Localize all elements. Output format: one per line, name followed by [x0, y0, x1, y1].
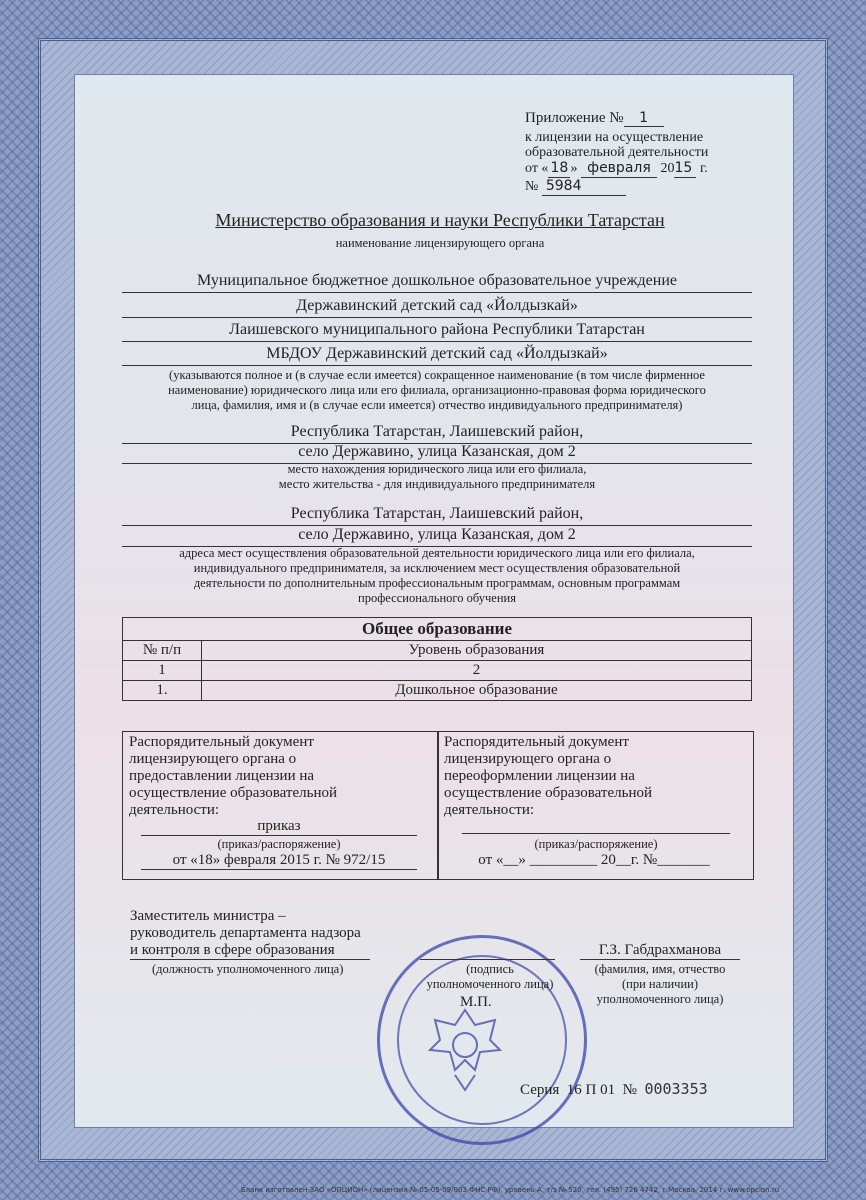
row-level: Дошкольное образование	[202, 681, 752, 701]
location-line1: Республика Татарстан, Лаишевский район,	[122, 423, 752, 444]
location-caption2: место жительства - для индивидуального предпринимателя	[278, 477, 596, 491]
appendix-from: от «	[525, 161, 549, 176]
row-no: 1.	[123, 681, 202, 701]
print-footer: Бланк изготовлен ЗАО «ОПЦИОН» (лицензия № 05-05-09/003 ФНС РФ), уровень А, т/з № 520, тел. (495) 726 4742, г.Москва, 2014 г. www.opcion.ru	[240, 1186, 780, 1194]
serial-no-label: №	[622, 1082, 637, 1098]
doc-left-l5: деятельности:	[129, 802, 220, 818]
position-block	[130, 908, 370, 977]
appendix-year-prefix: 20	[660, 161, 675, 176]
num-col2: 2	[202, 661, 752, 681]
authority-name: Министерство образования и науки Республики Татарстан	[215, 210, 665, 230]
appendix-year: 15	[674, 160, 696, 178]
mp-label: М.П.	[460, 994, 492, 1010]
signature-caption2: уполномоченного лица)	[426, 977, 554, 991]
activity-caption2: индивидуального предпринимателя, за исключением мест осуществления образовательной	[193, 561, 681, 575]
doc-box-right	[437, 731, 754, 880]
org-caption2: наименование) юридического лица или его филиала, организационно-правовая форма юридического	[168, 383, 706, 397]
serial-number: 0003353	[644, 1080, 708, 1098]
org-line4: МБДОУ Державинский детский сад «Йолдызкай»	[122, 345, 752, 366]
serial-series: 16 П 01	[566, 1082, 616, 1098]
signature-line	[420, 958, 555, 960]
location-line2: село Державино, улица Казанская, дом 2	[122, 443, 752, 464]
doc-right-caption: (приказ/распоряжение)	[534, 837, 658, 851]
doc-right-l5: деятельности:	[444, 802, 535, 818]
doc-left-l3: предоставлении лицензии на	[129, 768, 315, 784]
table-row	[123, 681, 752, 701]
position-line3: и контроля в сфере образования	[130, 942, 370, 960]
serial-label: Серия	[520, 1082, 560, 1098]
header-level: Уровень образования	[202, 641, 752, 661]
doc-box-left	[122, 731, 439, 880]
activity-caption1: адреса мест осуществления образовательной деятельности юридического лица или его филиала,	[179, 546, 695, 560]
appendix-line1: к лицензии на осуществление	[525, 130, 704, 145]
signature-caption1: (подпись	[466, 962, 514, 976]
doc-right-l1: Распорядительный документ	[444, 734, 629, 750]
appendix-number: 1	[624, 110, 664, 127]
appendix-month-sep: »	[570, 161, 578, 176]
doc-left-l2: лицензирующего органа о	[129, 751, 297, 767]
appendix-month: февраля	[581, 160, 657, 178]
signer-caption1: (фамилия, имя, отчество	[594, 962, 726, 976]
org-caption1: (указываются полное и (в случае если имеется) сокращенное наименование (в том числе фирменное	[169, 368, 705, 382]
position-caption: (должность уполномоченного лица)	[152, 962, 344, 976]
doc-right-l2: лицензирующего органа о	[444, 751, 612, 767]
org-line1: Муниципальное бюджетное дошкольное образовательное учреждение	[122, 272, 752, 293]
org-caption3: лица, фамилия, имя и (в случае если имеется) отчество индивидуального предпринимателя)	[191, 398, 683, 412]
activity-caption3: деятельности по дополнительным профессиональным программам, основным программам	[193, 576, 681, 590]
education-table	[122, 617, 752, 701]
header-no: № п/п	[123, 641, 202, 661]
signature-caption	[410, 962, 570, 992]
appendix-day: 18	[548, 160, 570, 178]
doc-right-value-line	[462, 832, 730, 834]
appendix-label: Приложение №	[525, 110, 624, 126]
doc-left-l1: Распорядительный документ	[129, 734, 314, 750]
activity-line2: село Державино, улица Казанская, дом 2	[122, 526, 752, 547]
appendix-no-value: 5984	[542, 178, 626, 196]
doc-right-l4: осуществление образовательной	[444, 785, 652, 801]
activity-line1: Республика Татарстан, Лаишевский район,	[122, 505, 752, 526]
doc-left-date: от «18» февраля 2015 г. № 972/15	[141, 852, 417, 870]
signer-name: Г.З. Габдрахманова	[580, 942, 740, 960]
signer-caption3: уполномоченного лица)	[596, 992, 724, 1006]
activity-caption4: профессионального обучения	[358, 591, 516, 605]
doc-left-l4: осуществление образовательной	[129, 785, 337, 801]
num-col1: 1	[123, 661, 202, 681]
location-caption1: место нахождения юридического лица или его филиала,	[287, 462, 587, 476]
doc-left-caption: (приказ/распоряжение)	[217, 837, 341, 851]
table-title: Общее образование	[123, 618, 752, 641]
appendix-no-label: №	[525, 179, 539, 194]
org-line3: Лаишевского муниципального района Республики Татарстан	[122, 321, 752, 342]
appendix-line2: образовательной деятельности	[525, 145, 709, 160]
appendix-year-suffix: г.	[699, 161, 708, 176]
position-line2: руководитель департамента надзора	[130, 925, 361, 941]
org-line2: Державинский детский сад «Йолдызкай»	[122, 297, 752, 318]
appendix-block	[525, 110, 708, 196]
signer-caption	[570, 962, 750, 1007]
serial-block	[520, 1080, 708, 1099]
doc-left-value: приказ	[141, 818, 417, 836]
doc-right-l3: переоформлении лицензии на	[444, 768, 635, 784]
signer-caption2: (при наличии)	[621, 977, 699, 991]
position-line1: Заместитель министра –	[130, 908, 286, 924]
authority-caption: наименование лицензирующего органа	[335, 236, 545, 250]
doc-right-date: от «__» _________ 20__г. №_______	[478, 852, 710, 868]
